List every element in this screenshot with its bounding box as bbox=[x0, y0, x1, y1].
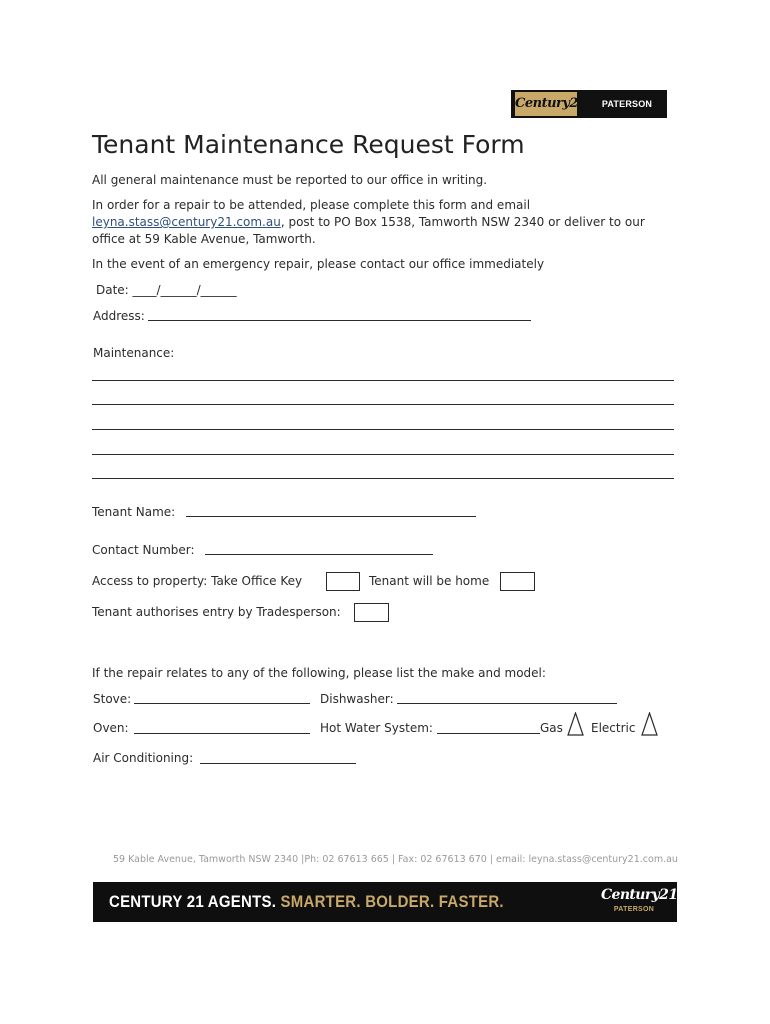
oven-field[interactable] bbox=[134, 733, 310, 734]
banner-logo-brand: Century21 bbox=[601, 887, 678, 903]
tenant-home-label: Tenant will be home bbox=[369, 574, 490, 588]
footer-banner bbox=[93, 882, 677, 922]
hot-water-field[interactable] bbox=[437, 733, 540, 734]
intro-line-2c: office at 59 Kable Avenue, Tamworth. bbox=[92, 232, 316, 246]
appliances-intro: If the repair relates to any of the following, please list the make and model: bbox=[92, 666, 546, 680]
electric-triangle-checkbox[interactable] bbox=[641, 712, 658, 736]
office-key-checkbox[interactable] bbox=[326, 572, 360, 591]
maintenance-line-5[interactable] bbox=[92, 478, 674, 479]
gas-label: Gas bbox=[540, 721, 563, 735]
maintenance-line-4[interactable] bbox=[92, 454, 674, 455]
oven-label: Oven: bbox=[93, 721, 129, 735]
email-link[interactable]: leyna.stass@century21.com.au bbox=[92, 215, 281, 229]
maintenance-line-2[interactable] bbox=[92, 404, 674, 405]
page-title: Tenant Maintenance Request Form bbox=[92, 130, 525, 159]
electric-label: Electric bbox=[591, 721, 636, 735]
gas-triangle-checkbox[interactable] bbox=[567, 712, 584, 736]
stove-label: Stove: bbox=[93, 692, 132, 706]
header-logo bbox=[511, 90, 667, 118]
footer-contact: 59 Kable Avenue, Tamworth NSW 2340 |Ph: 02 67613 665 | Fax: 02 67613 670 | email: leyna.stass@century21.com.au bbox=[113, 854, 678, 865]
stove-field[interactable] bbox=[134, 703, 310, 704]
date-label: Date: ____/______/______ bbox=[96, 283, 237, 297]
logo-brand: Century21 bbox=[515, 92, 577, 116]
intro-paragraph-2 bbox=[92, 197, 682, 248]
dishwasher-field[interactable] bbox=[397, 703, 617, 704]
logo-office: PATERSON bbox=[601, 99, 653, 109]
address-field[interactable] bbox=[148, 320, 531, 321]
authorise-label: Tenant authorises entry by Tradesperson: bbox=[92, 605, 341, 619]
slogan-gold: SMARTER. BOLDER. FASTER. bbox=[280, 892, 504, 911]
air-conditioning-field[interactable] bbox=[200, 763, 356, 764]
access-label: Access to property: Take Office Key bbox=[92, 574, 303, 588]
maintenance-line-1[interactable] bbox=[92, 380, 674, 381]
intro-line-2a: In order for a repair to be attended, please complete this form and email bbox=[92, 198, 531, 212]
tenant-name-field[interactable] bbox=[186, 516, 476, 517]
hot-water-label: Hot Water System: bbox=[320, 721, 433, 735]
intro-line-2b-wrap bbox=[92, 214, 682, 231]
intro-line-1: All general maintenance must be reported to our office in writing. bbox=[92, 173, 488, 187]
authorise-checkbox[interactable] bbox=[354, 603, 389, 622]
tenant-name-label: Tenant Name: bbox=[92, 505, 176, 519]
banner-logo bbox=[601, 885, 678, 919]
address-label: Address: bbox=[93, 309, 145, 323]
maintenance-label: Maintenance: bbox=[93, 346, 175, 360]
banner-logo-office: PATERSON bbox=[613, 906, 655, 913]
intro-line-2b: , post to PO Box 1538, Tamworth NSW 2340 or deliver to our bbox=[280, 215, 645, 229]
banner-slogan bbox=[109, 882, 504, 922]
air-conditioning-label: Air Conditioning: bbox=[93, 751, 194, 765]
intro-line-3: In the event of an emergency repair, please contact our office immediately bbox=[92, 257, 545, 271]
maintenance-line-3[interactable] bbox=[92, 429, 674, 430]
tenant-home-checkbox[interactable] bbox=[500, 572, 535, 591]
dishwasher-label: Dishwasher: bbox=[320, 692, 394, 706]
contact-number-field[interactable] bbox=[205, 554, 433, 555]
slogan-white: CENTURY 21 AGENTS. bbox=[109, 892, 277, 911]
contact-number-label: Contact Number: bbox=[92, 543, 195, 557]
